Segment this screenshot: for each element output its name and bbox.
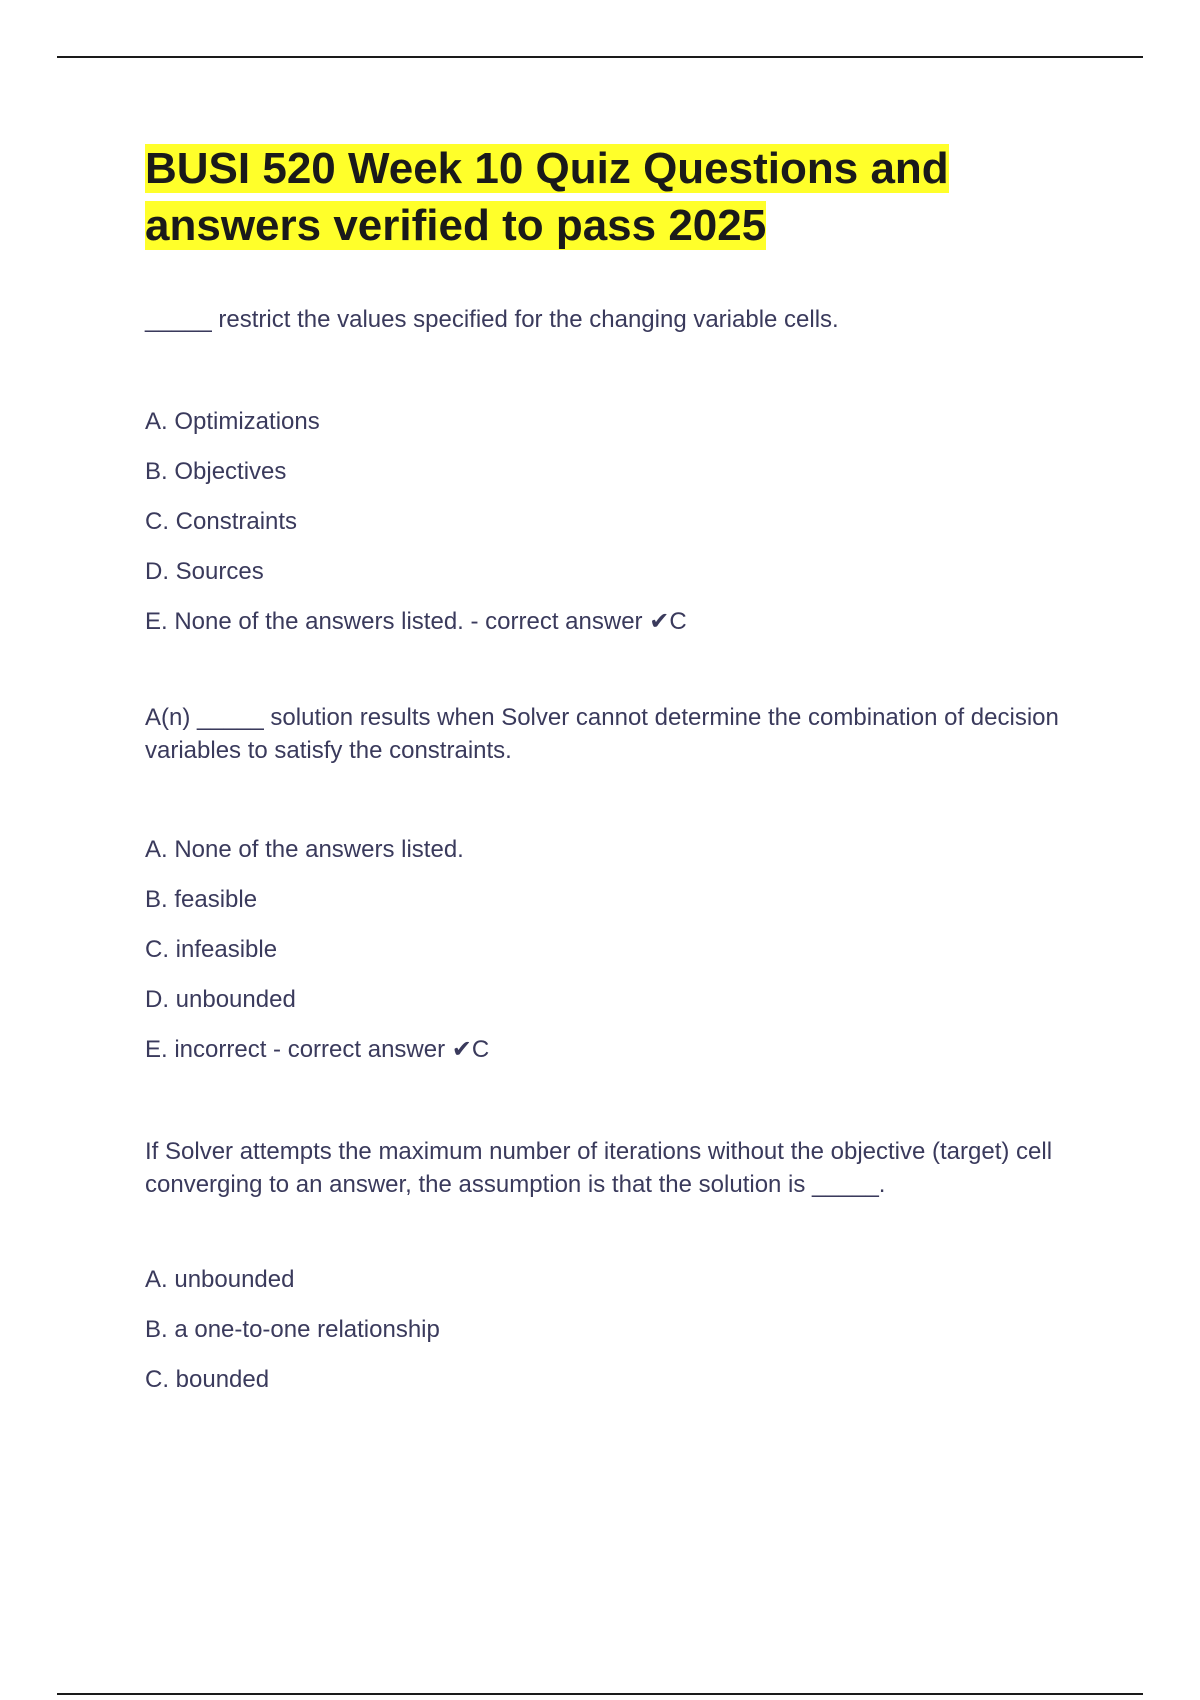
option-c: C. bounded — [145, 1366, 270, 1393]
option-a: A. Optimizations — [145, 408, 320, 435]
document-body — [145, 140, 1085, 1415]
option-c: C. Constraints — [145, 508, 298, 535]
question-3-prompt: If Solver attempts the maximum number of iterations without the objective (target) cell converging to an answer, the assumption is that the solution is _____. — [145, 1138, 1053, 1198]
option-a: A. unbounded — [145, 1266, 295, 1293]
option-b: B. a one-to-one relationship — [145, 1316, 440, 1343]
top-rule — [57, 56, 1143, 58]
option-d: D. unbounded — [145, 986, 296, 1013]
highlighted-title-text: BUSI 520 Week 10 Quiz Questions and answers verified to pass 2025 — [145, 144, 949, 250]
option-c: C. infeasible — [145, 936, 278, 963]
question-2-prompt: A(n) _____ solution results when Solver cannot determine the combination of decision variables to satisfy the constraints. — [145, 704, 1059, 764]
bottom-rule — [57, 1693, 1143, 1695]
option-b: B. feasible — [145, 886, 258, 913]
option-b: B. Objectives — [145, 458, 287, 485]
option-e-answer: E. None of the answers listed. - correct answer ✔C — [145, 608, 687, 635]
option-e-answer: E. incorrect - correct answer ✔C — [145, 1036, 490, 1063]
document-title — [145, 140, 1085, 254]
option-d: D. Sources — [145, 558, 264, 585]
question-1-options — [145, 407, 1085, 637]
question-3-options — [145, 1265, 1085, 1395]
option-a: A. None of the answers listed. — [145, 836, 464, 863]
question-2-options — [145, 835, 1085, 1065]
question-1-prompt: _____ restrict the values specified for the changing variable cells. — [145, 306, 839, 333]
